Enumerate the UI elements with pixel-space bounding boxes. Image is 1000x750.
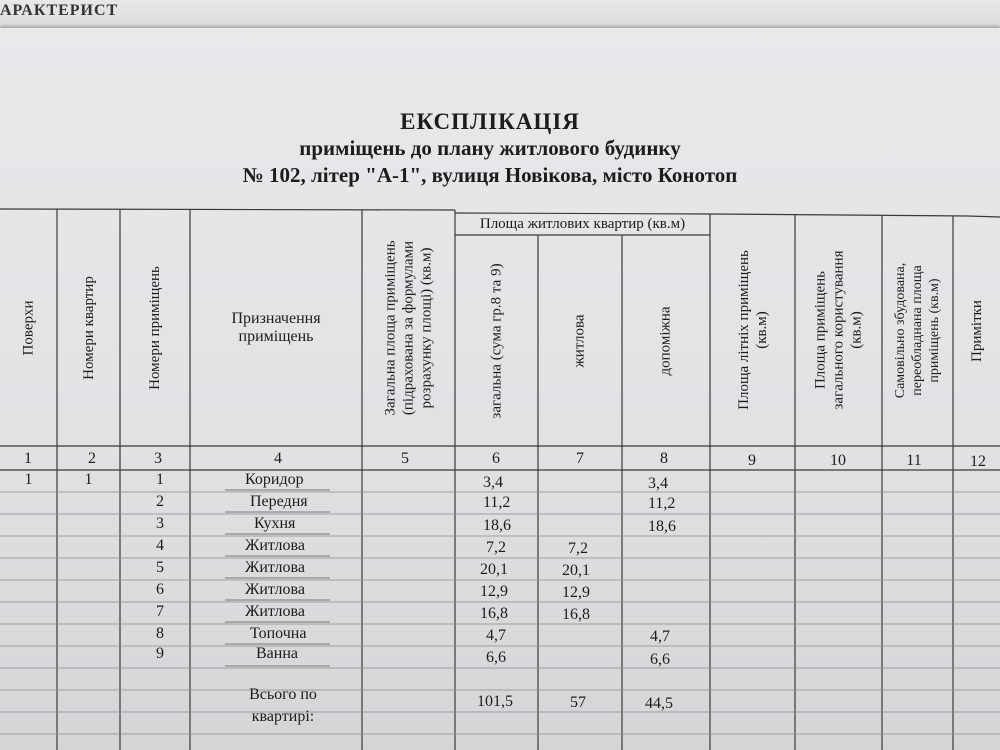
header-total-area: Загальна площа приміщень (підрахована за формулами розрахунку площі) (кв.м)	[382, 240, 435, 416]
table-row-purpose: Житлова	[245, 537, 305, 554]
table-row-auxiliary: 3,4	[648, 475, 668, 492]
table-row-auxiliary: 18,6	[648, 518, 676, 535]
header-self-built-area: Самовільно збудована, переобладнана площа приміщень (кв.м)	[893, 262, 943, 399]
column-number: 5	[401, 450, 409, 467]
document-title: ЕКСПЛІКАЦІЯ	[400, 109, 580, 134]
table-row-apartment: 1	[84, 471, 93, 488]
column-number: 8	[660, 450, 668, 467]
header-purpose: Призначення приміщень	[231, 310, 321, 345]
table-row-purpose: Коридор	[245, 471, 304, 488]
table-row-purpose: Житлова	[245, 559, 305, 576]
column-number: 12	[970, 453, 986, 470]
column-number: 9	[748, 452, 756, 469]
table-row-purpose: Топочна	[250, 625, 307, 642]
header-living-total: загальна (сума гр.8 та 9)	[488, 262, 505, 419]
table-row-room: 4	[156, 537, 164, 554]
table-row-total: 18,6	[483, 517, 511, 534]
header-summer-area: Площа літніх приміщень (кв.м)	[735, 250, 770, 410]
table-row-total: 4,7	[486, 627, 506, 644]
header-common-area: Площа приміщень загального користування (кв.м)	[812, 250, 865, 410]
table-row-purpose: Житлова	[245, 581, 305, 598]
header-auxiliary: допоміжна	[658, 305, 674, 376]
table-row-room: 1	[156, 471, 164, 488]
column-number: 4	[274, 450, 282, 467]
table-row-living: 20,1	[562, 562, 590, 579]
table-row-purpose: Передня	[250, 493, 308, 510]
table-row-room: 3	[156, 515, 164, 532]
summary-total: 101,5	[477, 693, 513, 710]
table-row-living: 7,2	[568, 540, 588, 557]
table-row-floor: 1	[24, 471, 33, 488]
document-subtitle: приміщень до плану житлового будинку	[299, 136, 681, 160]
table-row-purpose: Кухня	[254, 515, 296, 532]
table-row-room: 8	[156, 625, 164, 642]
column-number: 10	[830, 452, 846, 469]
header-living: житлова	[571, 313, 588, 368]
table-row-room: 2	[156, 493, 164, 510]
document-address: № 102, літер "А-1", вулиця Новікова, місто Конотоп	[242, 163, 738, 187]
header-apartment-numbers: Номери квартир	[80, 276, 97, 380]
column-number: 6	[492, 450, 500, 467]
table-row-purpose: Житлова	[245, 603, 305, 620]
header-living-area-group: Площа житлових квартир (кв.м)	[479, 216, 686, 232]
table-row-auxiliary: 4,7	[650, 628, 670, 645]
table-row-auxiliary: 11,2	[648, 495, 676, 512]
table-row-total: 12,9	[480, 583, 508, 600]
summary-auxiliary: 44,5	[645, 695, 673, 712]
header-room-numbers: Номери приміщень	[147, 266, 164, 390]
table-row-auxiliary: 6,6	[650, 651, 670, 668]
table-row-total: 16,8	[480, 605, 508, 622]
table-row-purpose: Ванна	[256, 645, 298, 662]
underlying-sheet-text: АРАКТЕРИСТ	[0, 2, 119, 19]
table-row-total: 11,2	[483, 494, 511, 511]
table-row-room: 7	[156, 603, 164, 620]
table-row-total: 6,6	[486, 649, 506, 666]
table-row-total: 3,4	[483, 474, 503, 491]
header-floors: Поверхи	[20, 300, 37, 356]
table-row-total: 7,2	[486, 539, 506, 556]
column-number: 7	[576, 450, 584, 467]
table-row-living: 16,8	[562, 606, 590, 623]
table-row-room: 5	[156, 559, 164, 576]
table-row-total: 20,1	[480, 561, 508, 578]
header-notes: Примітки	[968, 300, 985, 362]
summary-label: Всього по квартирі:	[249, 686, 317, 725]
summary-living: 57	[570, 694, 586, 711]
column-number: 1	[24, 450, 32, 467]
column-number: 2	[88, 450, 96, 467]
table-row-room: 6	[156, 581, 164, 598]
column-number: 3	[154, 450, 162, 467]
table-row-living: 12,9	[562, 584, 590, 601]
document-sheet	[0, 28, 1000, 750]
column-number: 11	[906, 452, 922, 469]
table-row-room: 9	[156, 645, 164, 662]
